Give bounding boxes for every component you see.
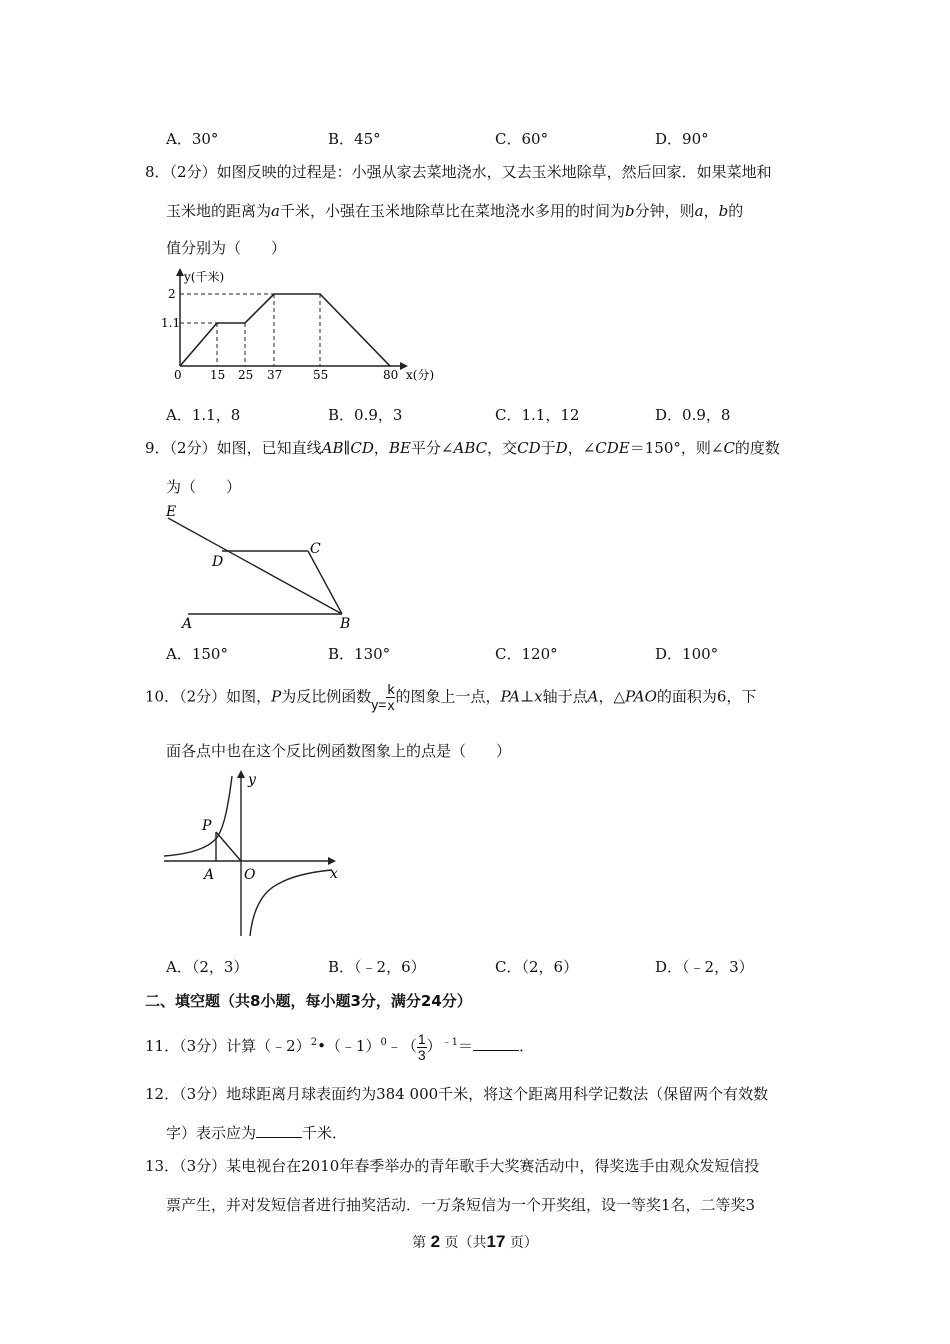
q10-option-a: A．（2，3） xyxy=(166,958,249,976)
q8-option-d: D．0.9，8 xyxy=(655,406,731,424)
q9-option-c: C．120° xyxy=(495,645,558,663)
q8-distance-time-graph xyxy=(160,266,450,386)
page-footer: 第 2 页（共17 页） xyxy=(412,1232,538,1251)
q9-parallel-lines-figure xyxy=(160,500,360,635)
distance-polyline xyxy=(180,294,390,366)
label-C: C xyxy=(310,541,321,557)
label-D: D xyxy=(212,554,224,570)
q9-line1: 9．（2分）如图，已知直线AB∥CD，BE平分∠ABC，交CD于D，∠CDE＝150°，则∠C的度数 xyxy=(145,439,780,457)
q7-option-d: D．90° xyxy=(655,130,709,148)
q10-line2: 面各点中也在这个反比例函数图象上的点是（ ） xyxy=(166,742,512,760)
current-page-number: 2 xyxy=(430,1232,441,1251)
q10-hyperbola-figure xyxy=(160,768,350,940)
y-tick-2: 2 xyxy=(168,287,176,301)
q13-line1: 13．（3分）某电视台在2010年春季举办的青年歌手大奖赛活动中，得奖选手由观众发短信投 xyxy=(145,1157,760,1175)
label-A: A xyxy=(182,616,193,632)
x-axis-label: x(分) xyxy=(406,368,435,382)
section-title-fill-in: 二、填空题（共8小题，每小题3分，满分24分） xyxy=(145,992,472,1010)
q9-option-b: B．130° xyxy=(328,645,391,663)
label-x: x xyxy=(330,866,338,882)
x-axis-arrow xyxy=(328,857,336,865)
q7-option-c: C．60° xyxy=(495,130,549,148)
segment-PO xyxy=(216,832,241,861)
total-pages: 17 xyxy=(486,1232,506,1251)
q8-line3: 值分别为（ ） xyxy=(166,239,287,257)
q9-option-d: D．100° xyxy=(655,645,719,663)
y-axis-arrow xyxy=(176,268,184,276)
hyperbola-branch-right xyxy=(250,870,332,936)
x-tick-37: 37 xyxy=(267,368,283,382)
q10-line1: 10．（2分）如图，P为反比例函数y= $\frac{k}{x}$ 的图象上一点，PA⊥x轴于点A，△PAO的面积为6，下 xyxy=(145,681,757,713)
q11-fraction-one-third: $\frac{1}{3}$ xyxy=(417,1030,426,1063)
label-E: E xyxy=(166,504,177,520)
y-axis-arrow xyxy=(237,770,245,778)
x-tick-80: 80 xyxy=(383,368,399,382)
x-tick-25: 25 xyxy=(238,368,254,382)
q11-answer-blank[interactable] xyxy=(473,1036,519,1051)
q7-option-b: B．45° xyxy=(328,130,381,148)
q12-line2: 字）表示应为 千米． xyxy=(166,1124,348,1142)
q8-option-c: C．1.1，12 xyxy=(495,406,580,424)
origin-label: 0 xyxy=(174,368,182,382)
y-axis-label: y(千米) xyxy=(184,270,225,284)
q11-line: 11．（3分）计算（﹣2）$^2$•（﹣1）$^0$﹣（ $\frac{1}{3}$ ）$^{﹣1}$＝ ． xyxy=(145,1030,535,1063)
label-A: A xyxy=(204,867,215,883)
q10-option-c: C．（2，6） xyxy=(495,958,579,976)
q10-function-fraction: $\frac{k}{x}$ xyxy=(387,681,395,713)
hyperbola-branch-left xyxy=(164,776,232,856)
q8-option-b: B．0.9，3 xyxy=(328,406,403,424)
q12-answer-blank[interactable] xyxy=(256,1123,302,1138)
q8-line2: 玉米地的距离为a千米，小强在玉米地除草比在菜地浇水多用的时间为b分钟，则a，b的 xyxy=(166,202,744,220)
x-tick-55: 55 xyxy=(313,368,329,382)
q7-option-a: A．30° xyxy=(166,130,219,148)
label-y: y xyxy=(248,772,256,788)
q10-option-d: D．（﹣2，3） xyxy=(655,958,754,976)
x-tick-15: 15 xyxy=(210,368,226,382)
q9-option-a: A．150° xyxy=(166,645,228,663)
q12-line1: 12．（3分）地球距离月球表面约为384 000千米，将这个距离用科学记数法（保留两个有效数 xyxy=(145,1085,769,1103)
q8-option-a: A．1.1，8 xyxy=(166,406,241,424)
y-tick-1.1: 1.1 xyxy=(161,316,181,330)
label-P: P xyxy=(202,818,212,834)
label-O: O xyxy=(244,867,256,883)
q9-line2: 为（ ） xyxy=(166,478,242,496)
q8-line1: 8．（2分）如图反映的过程是：小强从家去菜地浇水，又去玉米地除草，然后回家．如果菜地和 xyxy=(145,163,772,181)
q13-line2: 票产生，并对发短信者进行抽奖活动．一万条短信为一个开奖组，设一等奖1名，二等奖3 xyxy=(166,1196,756,1214)
label-B: B xyxy=(340,616,351,632)
q10-option-b: B．（﹣2，6） xyxy=(328,958,426,976)
